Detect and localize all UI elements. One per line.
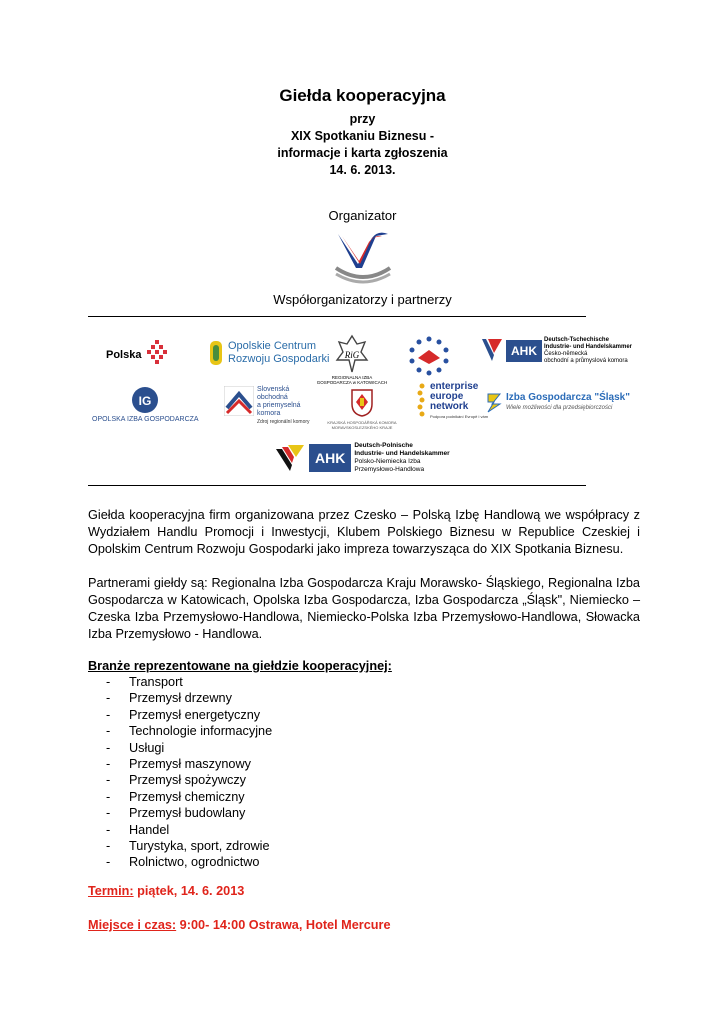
- list-item: - Przemysł drzewny: [106, 691, 232, 706]
- divider-bottom: [88, 485, 586, 486]
- partners-paragraph: Partnerami giełdy są: Regionalna Izba Gospodarcza Kraju Morawsko- Śląskiego, Regionalna Izba Gospodarcza w Katowicach, Opolska Izba Gospodarcza, Izba Gospodarcza „Śląsk", Niemiecko – Czeska Izba Przemysłowo-Handlowa, Niemiecko-Polska Izba Przemysłowo-Handlowa, Słowacka Izba Przemysłowo - Handlowa.: [88, 576, 640, 641]
- subtitle-event: XIX Spotkaniu Biznesu -: [290, 129, 435, 143]
- sectors-heading: Branże reprezentowane na giełdzie kooperacyjnej:: [88, 659, 392, 673]
- list-item: - Handel: [106, 822, 170, 837]
- slovak-chamber-logo: Slovenská obchodná a priemyselná komora Zdroj regionální komory: [224, 386, 310, 426]
- termin-value: piątek, 14. 6. 2013: [133, 884, 245, 898]
- svg-text:IG: IG: [138, 394, 152, 408]
- list-item: - Przemysł budowlany: [106, 806, 246, 821]
- termin-line: [88, 884, 244, 898]
- miejsce-label: Miejsce i czas:: [88, 918, 177, 932]
- organizer-logo: [332, 228, 394, 284]
- subtitle-info: informacje i karta zgłoszenia: [277, 146, 448, 160]
- subtitle-przy: przy: [349, 112, 376, 126]
- eu-stars-logo: [408, 336, 450, 376]
- list-item: - Technologie informacyjne: [106, 724, 273, 739]
- list-item: - Przemysł chemiczny: [106, 789, 245, 804]
- izba-slask-logo: Izba Gospodarcza "Śląsk" Wiele możliwości dla przedsiębiorczości: [486, 392, 630, 414]
- list-item: - Przemysł spożywczy: [106, 773, 247, 788]
- sectors-list: [88, 674, 272, 871]
- ahk-pl-logo: AHK Deutsch-Polnische Industrie- und Handelskammer Polsko-Niemiecka Izba Przemysłowo-Handlowa: [274, 442, 450, 474]
- enterprise-europe-network-logo: enterprise europe network Podpora podnikání Evropě i vám: [416, 382, 488, 422]
- miejsce-value: 9:00- 14:00 Ostrawa, Hotel Mercure: [176, 918, 391, 932]
- list-item: - Transport: [106, 675, 183, 689]
- partners-label: Współorganizatorzy i partnerzy: [273, 292, 452, 307]
- opolskie-centrum-logo: Opolskie Centrum Rozwoju Gospodarki: [208, 339, 330, 367]
- krajska-komora-logo: KRAJSKÁ HOSPODÁŘSKÁ KOMORA MORAVSKOSLEZSKÉHO KRAJE: [322, 388, 402, 430]
- miejsce-line: [88, 918, 391, 932]
- rig-katowice-logo: RiG REGIONALNA IZBA GOSPODARCZA w KATOWICACH: [314, 334, 390, 385]
- intro-paragraph: Giełda kooperacyjna firm organizowana przez Czesko – Polską Izbę Handlową we współpracy z Wydziałem Handlu Promocji i Inwestycji, Klubem Polskiego Biznesu w Republice Czeskiej i Opolskim Centrum Rozwoju Gospodarki jako impreza towarzysząca do XIX Spotkania Biznesu.: [88, 508, 640, 556]
- list-item: - Usługi: [106, 740, 165, 755]
- organizer-label: Organizator: [328, 208, 397, 223]
- list-item: - Przemysł maszynowy: [106, 756, 251, 771]
- document-title: Giełda kooperacyjna: [279, 86, 446, 105]
- list-item: - Przemysł energetyczny: [106, 707, 261, 722]
- termin-label: Termin:: [88, 884, 134, 898]
- list-item: - Turystyka, sport, zdrowie: [106, 838, 270, 853]
- ahk-cz-logo: AHK Deutsch-Tschechische Industrie- und Handelskammer Česko-německá obchodní a průmyslová komora: [480, 337, 632, 365]
- svg-text:RiG: RiG: [344, 350, 360, 360]
- polska-logo: Polska: [106, 340, 169, 370]
- opolska-izba-logo: IG OPOLSKA IZBA GOSPODARCZA: [92, 386, 199, 423]
- subtitle-date: 14. 6. 2013.: [329, 163, 396, 177]
- divider-top: [88, 316, 586, 317]
- list-item: - Rolnictwo, ogrodnictwo: [106, 855, 260, 870]
